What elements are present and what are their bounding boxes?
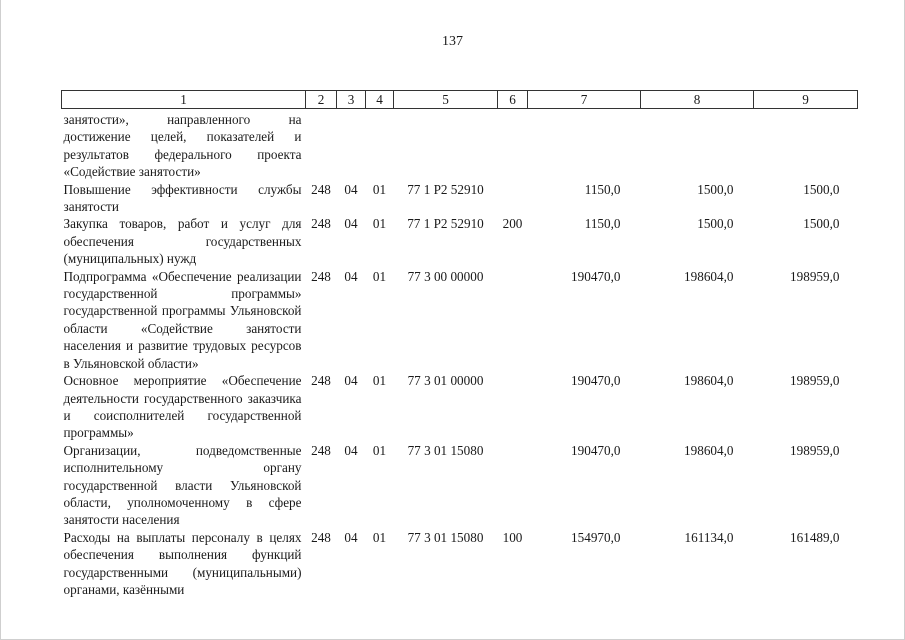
cell-amount-7: 190470,0 [571, 442, 621, 458]
cell-amount-7: 190470,0 [571, 373, 621, 389]
table-row [62, 109, 858, 181]
cell-amount-8: 198604,0 [684, 442, 734, 458]
column-header: 7 [528, 91, 641, 109]
table-row [62, 181, 858, 216]
table-row [62, 442, 858, 529]
cell-ministry: 248 [311, 442, 331, 458]
cell-amount-8 [641, 109, 754, 181]
cell-expense-type [498, 181, 528, 216]
column-header: 8 [641, 91, 754, 109]
cell-amount-7: 1150,0 [584, 216, 621, 232]
cell-ministry [306, 109, 337, 181]
cell-amount-9: 198959,0 [790, 373, 840, 389]
cell-amount-9: 161489,0 [790, 529, 840, 545]
cell-amount-9: 198959,0 [790, 442, 840, 458]
cell-section: 04 [344, 442, 358, 458]
cell-target-article: 77 1 P2 52910 [407, 216, 484, 232]
column-header: 3 [337, 91, 366, 109]
cell-section: 04 [344, 216, 358, 232]
cell-ministry: 248 [311, 373, 331, 389]
cell-expense-type [498, 268, 528, 372]
cell-target-article [394, 109, 498, 181]
cell-expense-type [498, 109, 528, 181]
cell-expense-type [498, 442, 528, 529]
cell-expense-type: 100 [502, 529, 523, 545]
cell-target-article: 77 3 00 00000 [407, 268, 484, 284]
row-name: Подпрограмма «Обеспечение реализации государственной программы» государственной программы Ульяновской области «Содействие занятости населения и развитие трудовых ресурсов в Ульяновской области» [63, 268, 302, 371]
cell-section: 04 [344, 529, 358, 545]
column-header: 1 [62, 91, 306, 109]
column-header: 4 [366, 91, 394, 109]
cell-expense-type: 200 [502, 216, 523, 232]
row-name: Закупка товаров, работ и услуг для обеспечения государственных (муниципальных) нужд [63, 216, 302, 267]
cell-amount-7: 190470,0 [571, 268, 621, 284]
row-name: Организации, подведомственные исполнительному органу государственной власти Ульяновской области, уполномоченному в сфере занятости населения [63, 442, 302, 528]
row-name: Основное мероприятие «Обеспечение деятельности государственного заказчика и соисполнителей государственной программы» [63, 373, 302, 441]
cell-amount-7: 1150,0 [584, 181, 621, 197]
cell-target-article: 77 3 01 15080 [407, 442, 484, 458]
cell-subsection [366, 109, 394, 181]
cell-subsection: 01 [372, 529, 387, 545]
table-row [62, 215, 858, 267]
cell-amount-7 [528, 109, 641, 181]
row-name: Повышение эффективности службы занятости [63, 181, 302, 215]
cell-section [337, 109, 366, 181]
cell-ministry: 248 [311, 181, 331, 197]
cell-amount-8: 198604,0 [684, 268, 734, 284]
cell-section: 04 [344, 181, 358, 197]
cell-target-article: 77 3 01 15080 [407, 529, 484, 545]
column-header: 9 [754, 91, 858, 109]
cell-amount-9: 1500,0 [803, 181, 840, 197]
cell-section: 04 [344, 268, 358, 284]
row-name: занятости», направленного на достижение целей, показателей и результатов федерального проекта «Содействие занятости» [63, 112, 302, 180]
cell-amount-7: 154970,0 [571, 529, 621, 545]
column-header: 5 [394, 91, 498, 109]
cell-section: 04 [344, 373, 358, 389]
cell-target-article: 77 1 P2 52910 [407, 181, 484, 197]
row-name: Расходы на выплаты персоналу в целях обеспечения выполнения функций государственными (муниципальными) органами, казёнными [63, 529, 302, 597]
table-row [62, 529, 858, 599]
cell-ministry: 248 [311, 268, 331, 284]
cell-ministry: 248 [311, 529, 331, 545]
cell-amount-8: 161134,0 [684, 529, 734, 545]
column-header: 6 [498, 91, 528, 109]
cell-target-article: 77 3 01 00000 [407, 373, 484, 389]
cell-subsection: 01 [372, 268, 387, 284]
cell-amount-9: 198959,0 [790, 268, 840, 284]
cell-amount-9: 1500,0 [803, 216, 840, 232]
cell-ministry: 248 [311, 216, 331, 232]
cell-amount-8: 1500,0 [697, 216, 734, 232]
cell-amount-9 [754, 109, 858, 181]
budget-table [61, 90, 858, 598]
column-header: 2 [306, 91, 337, 109]
cell-subsection: 01 [372, 442, 387, 458]
table-header-row [62, 91, 858, 109]
page-number: 137 [442, 34, 463, 49]
cell-subsection: 01 [372, 181, 387, 197]
table-row [62, 372, 858, 442]
table-row [62, 268, 858, 372]
cell-subsection: 01 [372, 216, 387, 232]
cell-amount-8: 198604,0 [684, 373, 734, 389]
cell-amount-8: 1500,0 [697, 181, 734, 197]
cell-expense-type [498, 372, 528, 442]
cell-subsection: 01 [372, 373, 387, 389]
